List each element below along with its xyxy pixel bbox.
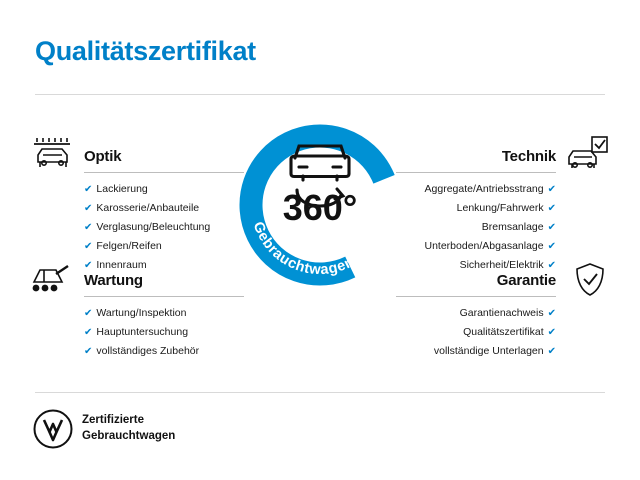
check-icon: ✔ <box>547 203 556 214</box>
section-items-garantie <box>336 304 556 361</box>
footer-line-2: Gebrauchtwagen <box>82 430 176 442</box>
list-item: vollständige Unterlagen ✔ <box>433 345 556 357</box>
badge-arc-label: Gebrauchtwagen-Check <box>249 219 391 279</box>
footer-divider <box>35 392 605 393</box>
footer-line-1: Zertifizierte <box>82 414 144 426</box>
check-icon: ✔ <box>547 327 556 338</box>
list-item: Lenkung/Fahrwerk ✔ <box>456 202 556 214</box>
car-check-icon <box>566 136 610 175</box>
check-icon: ✔ <box>84 327 93 338</box>
check-icon: ✔ <box>547 260 556 271</box>
list-item: ✔ Lackierung <box>84 183 148 195</box>
check-icon: ✔ <box>547 308 556 319</box>
check-icon: ✔ <box>84 241 93 252</box>
page-title: Qualitätszertifikat <box>35 36 256 66</box>
check-icon: ✔ <box>84 203 93 214</box>
list-item: ✔ Verglasung/Beleuchtung <box>84 221 211 233</box>
section-items-optik <box>84 180 210 275</box>
vw-logo <box>33 409 73 449</box>
list-item: ✔ Wartung/Inspektion <box>84 307 187 319</box>
gebrauchtwagen-check-badge <box>227 112 413 298</box>
check-icon: ✔ <box>547 222 556 233</box>
service-tools-icon <box>30 262 76 301</box>
footer-text <box>82 412 175 444</box>
check-icon: ✔ <box>84 308 93 319</box>
section-items-wartung <box>84 304 199 361</box>
check-icon: ✔ <box>547 346 556 357</box>
check-icon: ✔ <box>84 260 93 271</box>
list-item: ✔ Hauptuntersuchung <box>84 326 189 338</box>
section-title-wartung: Wartung <box>84 272 143 289</box>
list-item: ✔ Karosserie/Anbauteile <box>84 202 200 214</box>
list-item: ✔ Felgen/Reifen <box>84 240 162 252</box>
list-item: Qualitätszertifikat ✔ <box>463 326 556 338</box>
section-title-optik: Optik <box>84 148 122 165</box>
section-title-technik: Technik <box>501 148 556 165</box>
section-divider-garantie <box>396 296 556 297</box>
check-icon: ✔ <box>84 346 93 357</box>
section-divider-technik <box>396 172 556 173</box>
list-item: Bremsanlage ✔ <box>481 221 556 233</box>
list-item: ✔ vollständiges Zubehör <box>84 345 200 357</box>
section-title-garantie: Garantie <box>496 272 556 289</box>
car-wash-icon <box>32 136 76 175</box>
check-icon: ✔ <box>547 241 556 252</box>
section-divider-optik <box>84 172 244 173</box>
title-divider <box>35 94 605 95</box>
list-item: ✔ Innenraum <box>84 259 147 271</box>
check-icon: ✔ <box>84 184 93 195</box>
list-item: Aggregate/Antriebsstrang ✔ <box>424 183 556 195</box>
list-item: Garantienachweis ✔ <box>459 307 556 319</box>
badge-center-label: 360° <box>282 187 358 228</box>
section-divider-wartung <box>84 296 244 297</box>
check-icon: ✔ <box>547 184 556 195</box>
list-item: Unterboden/Abgasanlage ✔ <box>424 240 556 252</box>
list-item: Sicherheit/Elektrik ✔ <box>459 259 556 271</box>
check-icon: ✔ <box>84 222 93 233</box>
shield-check-icon <box>574 262 606 303</box>
